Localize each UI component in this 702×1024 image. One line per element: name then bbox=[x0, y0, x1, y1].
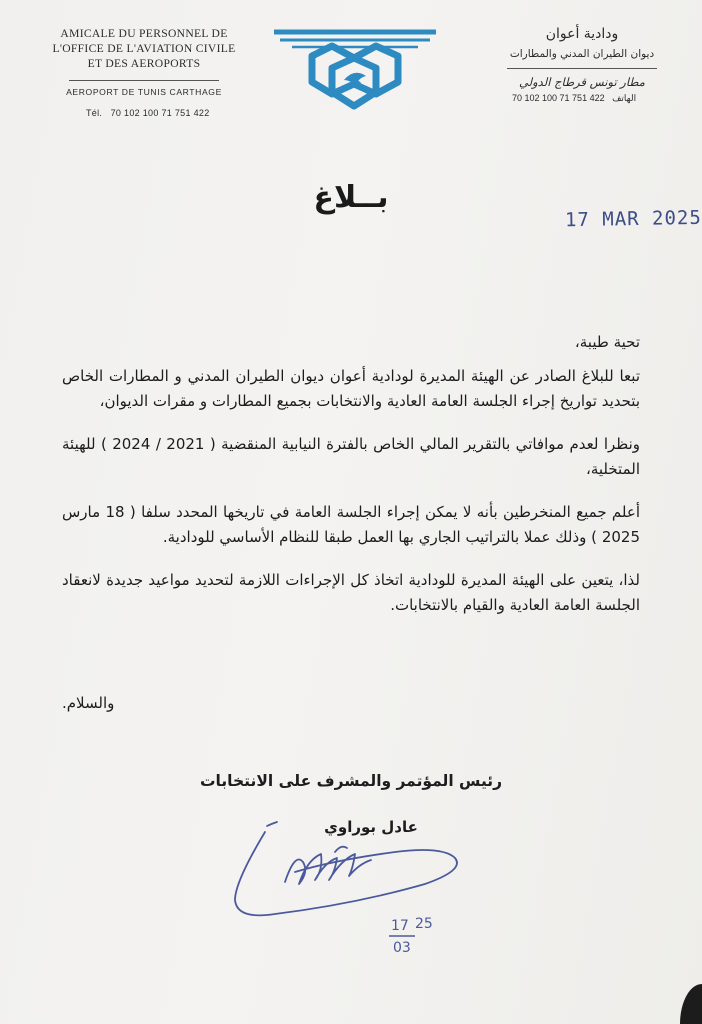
paragraph-1: تبعا للبلاغ الصادر عن الهيئة المديرة لودادية أعوان ديوان الطيران المدني و المطارات الخاص بتحديد تواريخ إجراء الجلسة العامة العادية والانتخابات بجميع المطارات و مقرات الديوان، bbox=[62, 366, 640, 410]
date-stamp: 17 MAR 2025 bbox=[564, 206, 702, 232]
org-address-ar: مطار تونس قرطاج الدولي bbox=[519, 75, 645, 89]
phone-label-ar: الهاتف bbox=[612, 93, 637, 103]
divider bbox=[69, 80, 219, 81]
handwritten-signature bbox=[225, 812, 495, 962]
phone-numbers-ar: 70 102 100 71 751 422 bbox=[512, 93, 605, 103]
signatory-name: عادل بوراوي bbox=[324, 818, 418, 836]
phone-numbers-fr: 70 102 100 71 751 422 bbox=[110, 108, 210, 118]
letterhead-right bbox=[492, 24, 672, 104]
org-name-fr-line2: L'OFFICE DE L'AVIATION CIVILE bbox=[52, 42, 236, 55]
paragraph-3: أعلم جميع المنخرطين بأنه لا يمكن إجراء الجلسة العامة في تاريخها المحدد سلفا ( 18 مارس 2025 ) وذلك عملا بالتراتيب الجاري بها العمل طبقا للنظام الأساسي للودادية. bbox=[62, 502, 640, 546]
letterhead-left bbox=[28, 26, 260, 121]
org-name-ar-line1: ودادية أعوان bbox=[545, 26, 619, 42]
handwritten-day: 17 bbox=[391, 918, 409, 934]
paragraph-4: لذا، يتعين على الهيئة المديرة للودادية اتخاذ كل الإجراءات اللازمة لتحديد مواعيد جديدة لانعقاد الجلسة العامة العادية والقيام بالانتخابات. bbox=[62, 570, 640, 614]
org-name-fr-line3: ET DES AEROPORTS bbox=[87, 57, 201, 70]
signatory-title: رئيس المؤتمر والمشرف على الانتخابات bbox=[199, 772, 503, 790]
aviation-logo-icon bbox=[270, 22, 440, 114]
greeting: تحية طيبة، bbox=[574, 333, 640, 351]
phone-fr bbox=[28, 106, 260, 121]
org-name-fr-line1: AMICALE DU PERSONNEL DE bbox=[60, 27, 228, 40]
handwritten-month: 03 bbox=[393, 940, 411, 956]
org-name-ar-line2: ديوان الطيران المدني والمطارات bbox=[509, 48, 655, 60]
divider bbox=[507, 68, 657, 69]
phone-label-fr: Tél. bbox=[86, 108, 103, 118]
letter-body bbox=[62, 330, 640, 636]
closing: والسلام. bbox=[62, 694, 115, 712]
phone-ar bbox=[492, 93, 672, 104]
org-address-fr: AEROPORT DE TUNIS CARTHAGE bbox=[66, 87, 222, 97]
paragraph-2: ونظرا لعدم موافاتي بالتقرير المالي الخاص بالفترة النيابية المنقضية ( 2021 / 2024 ) للهيئة المتخلية، bbox=[62, 434, 641, 478]
document-title: بــلاغ bbox=[313, 180, 389, 215]
handwritten-year: 25 bbox=[415, 916, 433, 932]
page-corner-shadow bbox=[680, 984, 702, 1024]
